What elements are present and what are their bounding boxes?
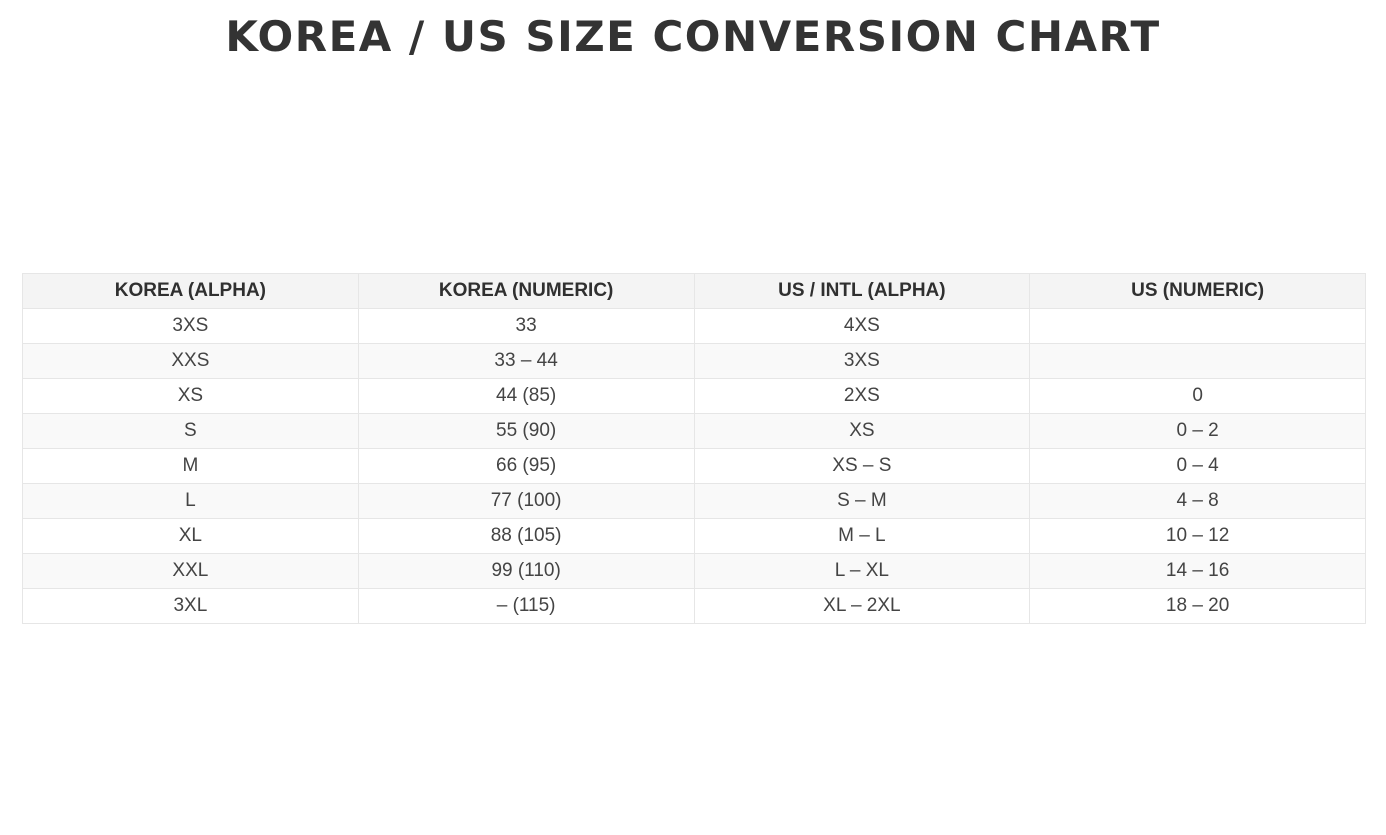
table-cell: 0 <box>1030 379 1366 414</box>
table-cell: L <box>23 484 359 519</box>
table-cell: S – M <box>694 484 1030 519</box>
column-header-us-numeric: US (NUMERIC) <box>1030 274 1366 309</box>
table-cell: 33 <box>358 309 694 344</box>
table-cell <box>1030 344 1366 379</box>
table-cell: 0 – 2 <box>1030 414 1366 449</box>
table-cell <box>1030 309 1366 344</box>
table-cell: 44 (85) <box>358 379 694 414</box>
table-cell: XS – S <box>694 449 1030 484</box>
table-cell: 77 (100) <box>358 484 694 519</box>
table-cell: 33 – 44 <box>358 344 694 379</box>
table-cell: 0 – 4 <box>1030 449 1366 484</box>
table-cell: 55 (90) <box>358 414 694 449</box>
size-conversion-table <box>22 273 1366 624</box>
table-cell: 3XS <box>694 344 1030 379</box>
table-cell: XL <box>23 519 359 554</box>
table-row <box>23 554 1366 589</box>
table-cell: XXL <box>23 554 359 589</box>
table-row <box>23 449 1366 484</box>
table-cell: 10 – 12 <box>1030 519 1366 554</box>
table-row <box>23 519 1366 554</box>
table-cell: 2XS <box>694 379 1030 414</box>
table-cell: 3XL <box>23 589 359 624</box>
table-row <box>23 344 1366 379</box>
table-row <box>23 414 1366 449</box>
table-cell: XS <box>23 379 359 414</box>
column-header-korea-numeric: KOREA (NUMERIC) <box>358 274 694 309</box>
column-header-us-intl-alpha: US / INTL (ALPHA) <box>694 274 1030 309</box>
table-cell: XXS <box>23 344 359 379</box>
table-row <box>23 589 1366 624</box>
table-cell: M <box>23 449 359 484</box>
table-row <box>23 379 1366 414</box>
table-cell: 4XS <box>694 309 1030 344</box>
table-cell: 66 (95) <box>358 449 694 484</box>
table-cell: 14 – 16 <box>1030 554 1366 589</box>
table-cell: XL – 2XL <box>694 589 1030 624</box>
table-body <box>23 309 1366 624</box>
table-header-row <box>23 274 1366 309</box>
table-cell: 18 – 20 <box>1030 589 1366 624</box>
table-cell: L – XL <box>694 554 1030 589</box>
table-row <box>23 484 1366 519</box>
table-row <box>23 309 1366 344</box>
table-cell: – (115) <box>358 589 694 624</box>
column-header-korea-alpha: KOREA (ALPHA) <box>23 274 359 309</box>
page-title: KOREA / US SIZE CONVERSION CHART <box>225 12 1161 61</box>
table-header <box>23 274 1366 309</box>
table-cell: 99 (110) <box>358 554 694 589</box>
table-cell: 3XS <box>23 309 359 344</box>
table-cell: S <box>23 414 359 449</box>
table-cell: 4 – 8 <box>1030 484 1366 519</box>
table-cell: XS <box>694 414 1030 449</box>
table-cell: M – L <box>694 519 1030 554</box>
table-cell: 88 (105) <box>358 519 694 554</box>
